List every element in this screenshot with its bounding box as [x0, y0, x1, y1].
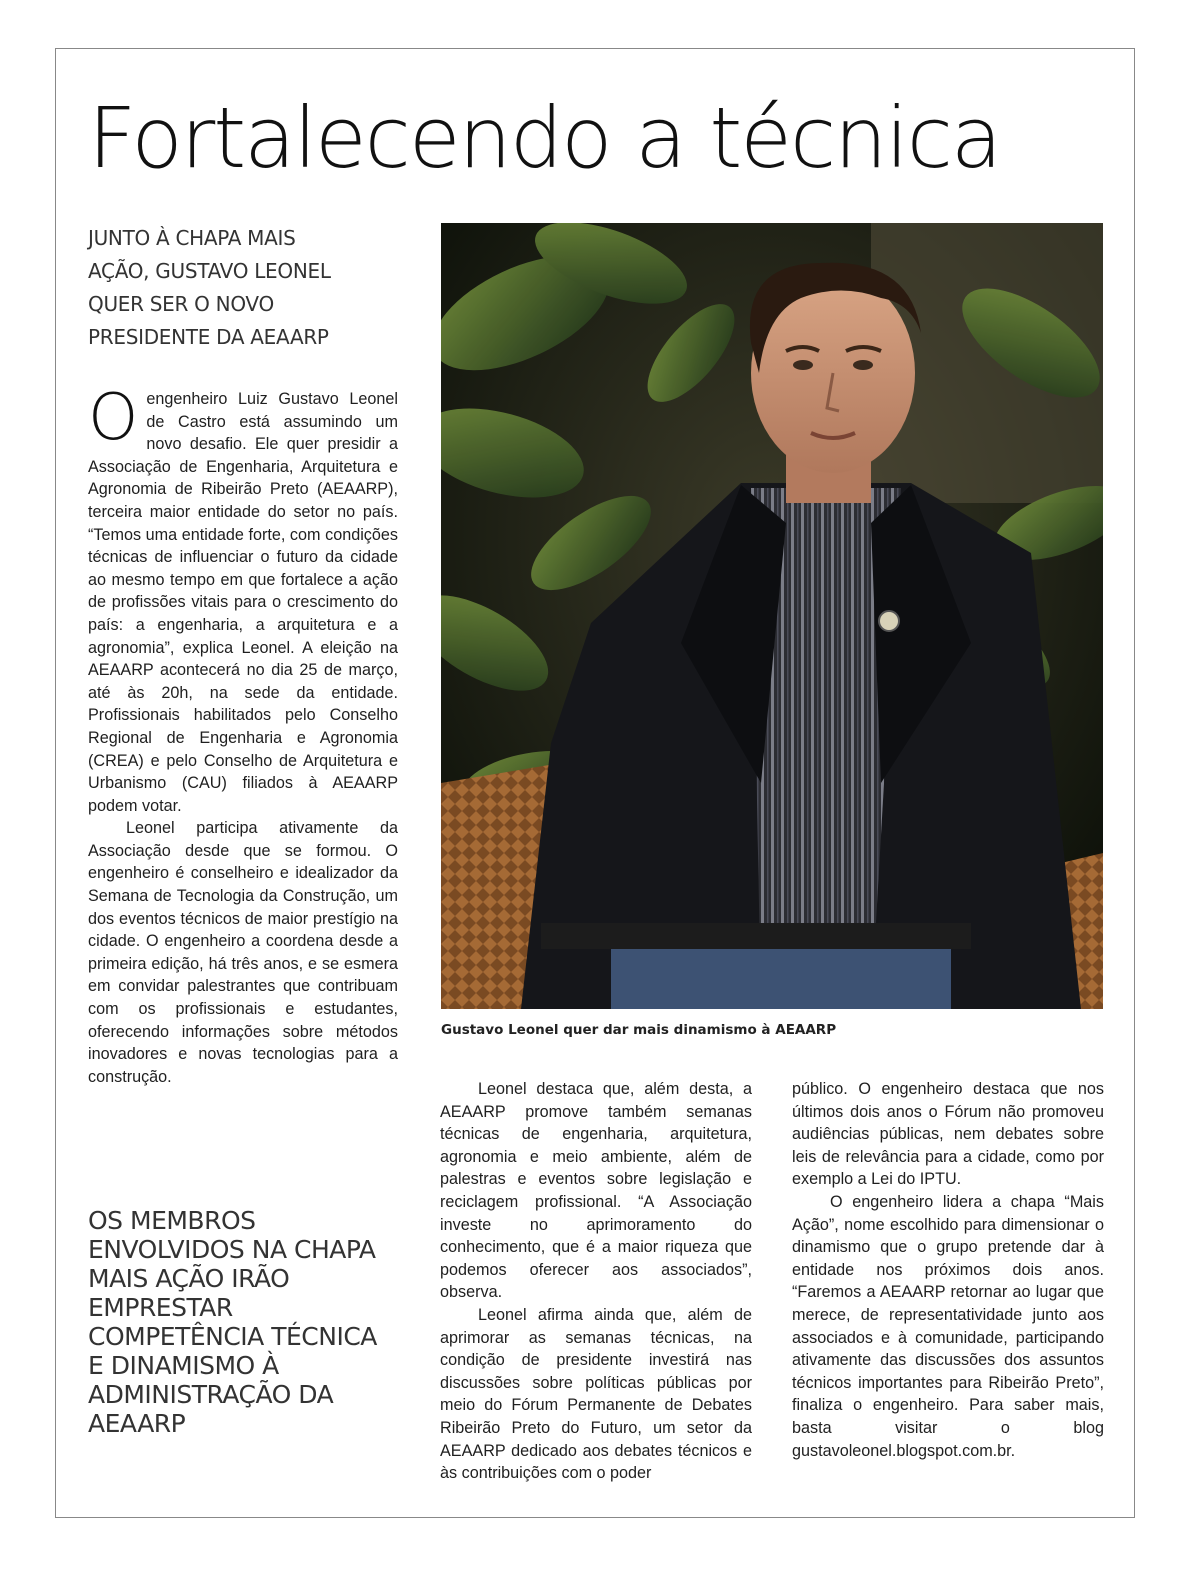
body-column-2	[440, 1078, 752, 1485]
portrait-photo	[441, 223, 1103, 1009]
headline: Fortalecendo a técnica	[88, 89, 1001, 187]
drop-cap: O	[88, 381, 139, 455]
paragraph: Leonel afirma ainda que, além de aprimorar as semanas técnicas, na condição de presidente investirá nas discussões sobre políticas públicas por meio do Fórum Permanente de Debates Ribeirão Preto do Futuro, um setor da AEAARP dedicado aos debates técnicos e às contribuições com o poder	[440, 1305, 752, 1483]
paragraph: Leonel destaca que, além desta, a AEAARP promove também semanas técnicas de engenharia, arquitetura, agronomia e meio ambiente, além de palestras e eventos sobre legislação e reciclagem profissional. “A Associação investe no aprimoramento do conhecimento, que é a maior riqueza que podemos oferecer aos associados”, observa.	[440, 1080, 752, 1302]
paragraph: Leonel participa ativamente da Associação desde que se formou. O engenheiro é conselheiro e idealizador da Semana de Tecnologia da Construção, um dos eventos técnicos de maior prestígio na cidade. O engenheiro a coordena desde a primeira edição, há três anos, e se esmera em convidar palestrantes que contribuam com os profissionais e estudantes, oferecendo informações sobre métodos inovadores e novas tecnologias para a construção.	[88, 819, 398, 1086]
paragraph: O engenheiro lidera a chapa “Mais Ação”, nome escolhido para dimensionar o dinamismo que o grupo pretende dar à entidade nos próximos dois anos. “Faremos a AEAARP retornar ao lugar que merece, de representatividade junto aos associados e à comunidade, participando ativamente das discussões dos assuntos técnicos importantes para Ribeirão Preto”, finaliza o engenheiro. Para saber mais, basta visitar o blog gustavoleonel.blogspot.com.br.	[792, 1192, 1104, 1460]
portrait-illustration	[441, 223, 1103, 1009]
paragraph	[88, 381, 398, 817]
photo-caption: Gustavo Leonel quer dar mais dinamismo à AEAARP	[441, 1022, 837, 1038]
pull-quote: OS MEMBROS ENVOLVIDOS NA CHAPA MAIS AÇÃO IRÃO EMPRESTAR COMPETÊNCIA TÉCNICA E DINAMISMO À ADMINISTRAÇÃO DA AEAARP	[88, 1206, 377, 1438]
deck-subtitle: JUNTO À CHAPA MAIS AÇÃO, GUSTAVO LEONEL QUER SER O NOVO PRESIDENTE DA AEAARP	[88, 226, 331, 349]
paragraph-text: engenheiro Luiz Gustavo Leonel de Castro está assumindo um novo desafio. Ele quer presidir a Associação de Engenharia, Arquitetura e Agronomia de Ribeirão Preto (AEAARP), terceira maior entidade do setor no país. “Temos uma entidade forte, com condições técnicas de influenciar o futuro da cidade ao mesmo tempo em que fortalece a ação de profissões vitais para o crescimento do país: a engenharia, a arquitetura e a agronomia”, explica Leonel. A eleição na AEAARP acontecerá no dia 25 de março, até às 20h, na sede da entidade. Profissionais habilitados pelo Conselho Regional de Engenharia e Agronomia (CREA) e pelo Conselho de Arquitetura e Urbanismo (CAU) filiados à AEAARP podem votar.	[88, 390, 398, 815]
paragraph: público. O engenheiro destaca que nos últimos dois anos o Fórum não promoveu audiências públicas, nem debates sobre leis de relevância para a cidade, como por exemplo a Lei do IPTU.	[792, 1080, 1104, 1189]
body-column-1	[88, 381, 398, 1088]
body-column-3	[792, 1078, 1104, 1462]
